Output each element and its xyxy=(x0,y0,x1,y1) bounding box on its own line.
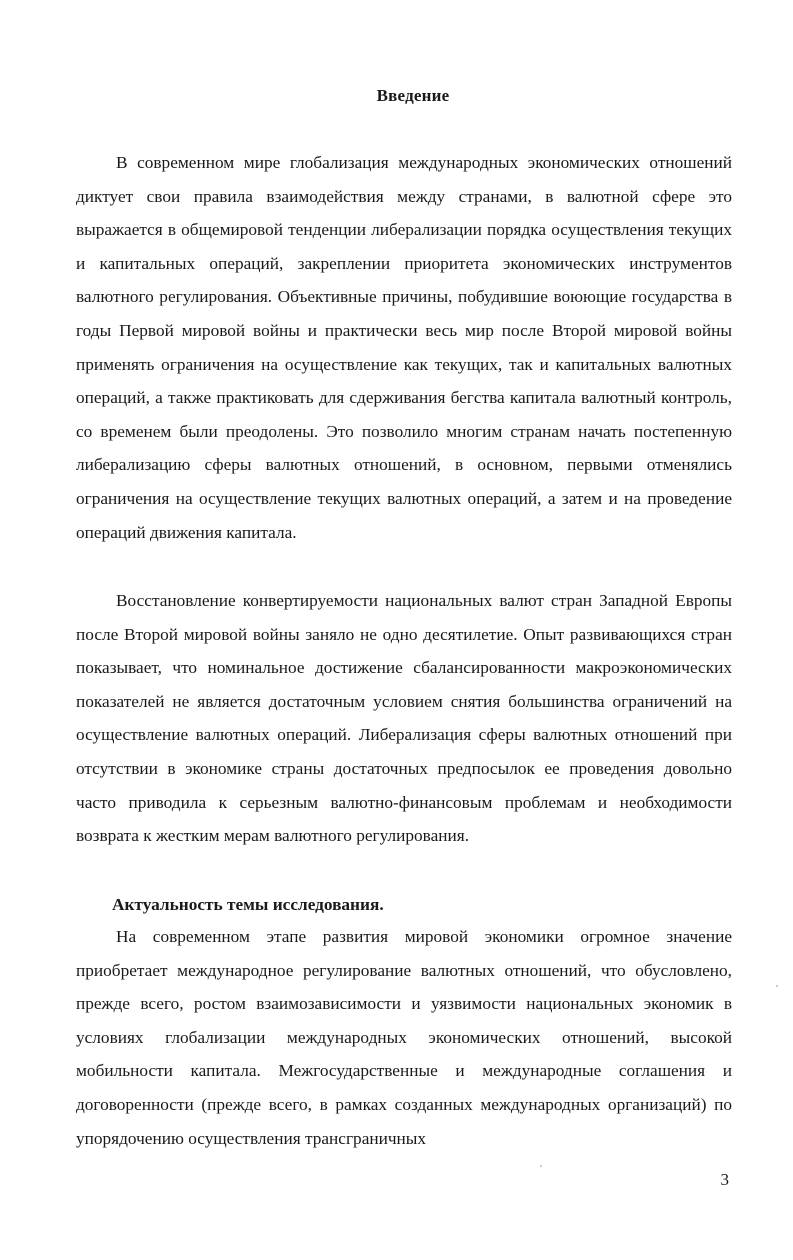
scan-speck xyxy=(540,1165,542,1167)
page-number: 3 xyxy=(720,1170,729,1189)
scan-speck xyxy=(776,985,778,987)
document-heading: Введение xyxy=(376,86,450,105)
paragraph-convertibility: Восстановление конвертируемости национальных валют стран Западной Европы после Второй мировой войны заняло не одно десятилетие. Опыт развивающихся стран показывает, что номинальное достижение сбалансированности макроэкономических показателей не является достаточным условием снятия большинства ограничений на осуществление валютных операций. Либерализация сферы валютных отношений при отсутствии в экономике страны достаточных предпосылок ее проведения довольно часто приводила к серьезным валютно-финансовым проблемам и необходимости возврата к жестким мерам валютного регулирования. xyxy=(76,591,732,846)
paragraph-intro: В современном мире глобализация международных экономических отношений диктует свои правила взаимодействия между странами, в валютной сфере это выражается в общемировой тенденции либерализации порядка осуществления текущих и капитальных операций, закреплении приоритета экономических инструментов валютного регулирования. Объективные причины, побудившие воюющие государства в годы Первой мировой войны и практически весь мир после Второй мировой войны применять ограничения на осуществление как текущих, так и капитальных валютных операций, а также практиковать для сдерживания бегства капитала валютный контроль, со временем были преодолены. Это позволило многим странам начать постепенную либерализацию сферы валютных отношений, в основном, первыми отменялись ограничения на осуществление текущих валютных операций, а затем и на проведение операций движения капитала. xyxy=(76,153,732,542)
section-subheading: Актуальность темы исследования. xyxy=(112,895,384,914)
paragraph-relevance: На современном этапе развития мировой экономики огромное значение приобретает международное регулирование валютных отношений, что обусловлено, прежде всего, ростом взаимозависимости и уязвимости национальных экономик в условиях глобализации международных экономических отношений, высокой мобильности капитала. Межгосударственные и международные соглашения и договоренности (прежде всего, в рамках созданных международных организаций) по упорядочению осуществления трансграничных xyxy=(76,927,732,1148)
